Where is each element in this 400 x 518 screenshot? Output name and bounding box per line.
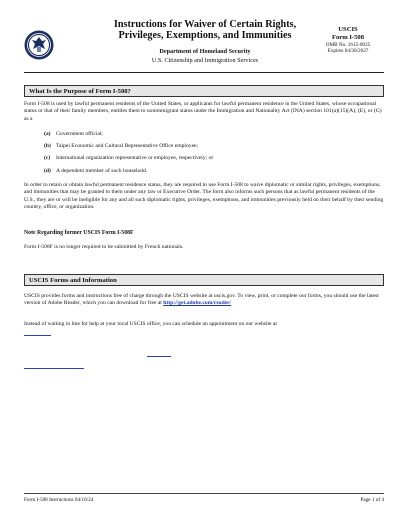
document-title-line1: Instructions for Waiver of Certain Rights, [113, 19, 297, 30]
note-text: Form I-508F is no longer required to be submitted by French nationals. [24, 244, 184, 250]
list-item-text: A dependent member of such household. [56, 168, 148, 174]
list-item [44, 155, 213, 162]
section-heading-purpose: What Is the Purpose of Form I-508? [24, 85, 384, 97]
list-item-letter: (a) [44, 131, 51, 137]
form-id-block [312, 26, 384, 54]
purpose-paragraph: Form I-508 is used by lawful permanent residents of the United States, or applicants for lawful permanent residence in the United States, whose occupational status or that of their family members, entitles them to nonimmigrant status under the Immigration and Nationality Act (INA) section 101(a)(15)(A), (E), or (G) as a [24, 101, 382, 122]
forms-paragraph-text: USCIS provides forms and instructions free of charge through the USCIS website at uscis.gov. To view, print, or complete our forms, you should use the latest version of Adobe Reader, which you can download for free at [24, 293, 379, 307]
adobe-reader-link[interactable]: http://get.adobe.com/reader/ [163, 300, 232, 307]
form-number: Form I-508 [331, 33, 365, 41]
list-item-letter: (c) [44, 155, 51, 161]
appointment-paragraph: Instead of waiting in line for help at your local USCIS office, you can schedule an appointment on our website at [24, 321, 277, 327]
list-item-text: Taipei Economic and Cultural Representative Office employee; [56, 143, 199, 149]
link-underline[interactable] [24, 368, 84, 369]
list-item-text: International organization representative or employee, respectively; or [56, 155, 214, 161]
list-item-letter: (d) [44, 168, 51, 174]
link-underline[interactable] [147, 356, 171, 357]
org-label: USCIS [338, 26, 358, 33]
list-item-letter: (b) [44, 143, 51, 149]
page-number: Page 1 of 4 [360, 497, 384, 503]
document-title-line2: Privileges, Exemptions, and Immunities [118, 30, 292, 41]
forms-paragraph [24, 293, 384, 308]
list-item-text: Government official; [56, 131, 103, 137]
retain-status-paragraph: In order to retain or obtain lawful permanent residence status, they are required to use Form I-508 to waive diplomatic or similar rights, privileges, exemptions, and immunities that may be granted to them under any law or Executive Order. The form also informs such persons that as lawful permanent residents of the U.S., they are or will be ineligible for any and all such diplomatic rights, privileges, exemptions, and immunities previously held on their behalf by their sending country, office, or organization. [24, 182, 384, 211]
agency-name: U.S. Citizenship and Immigration Services [151, 57, 259, 64]
header-divider [24, 72, 384, 73]
footer-form-id: Form I-508 Instructions 04/16/24 [24, 497, 94, 503]
link-underline[interactable] [24, 335, 51, 336]
footer-divider [24, 493, 384, 494]
department-name: Department of Homeland Security [159, 48, 251, 55]
list-item [44, 143, 198, 150]
dhs-seal-icon [24, 30, 54, 60]
list-item [44, 168, 147, 175]
expiration-date: Expires 04/30/2027 [327, 48, 369, 54]
section-heading-forms: USCIS Forms and Information [24, 274, 384, 286]
omb-number: OMB No. 1615-0025 [325, 41, 371, 48]
note-heading: Note Regarding former USCIS Form I-508F [24, 230, 134, 236]
list-item [44, 131, 103, 138]
title-block [95, 19, 315, 64]
